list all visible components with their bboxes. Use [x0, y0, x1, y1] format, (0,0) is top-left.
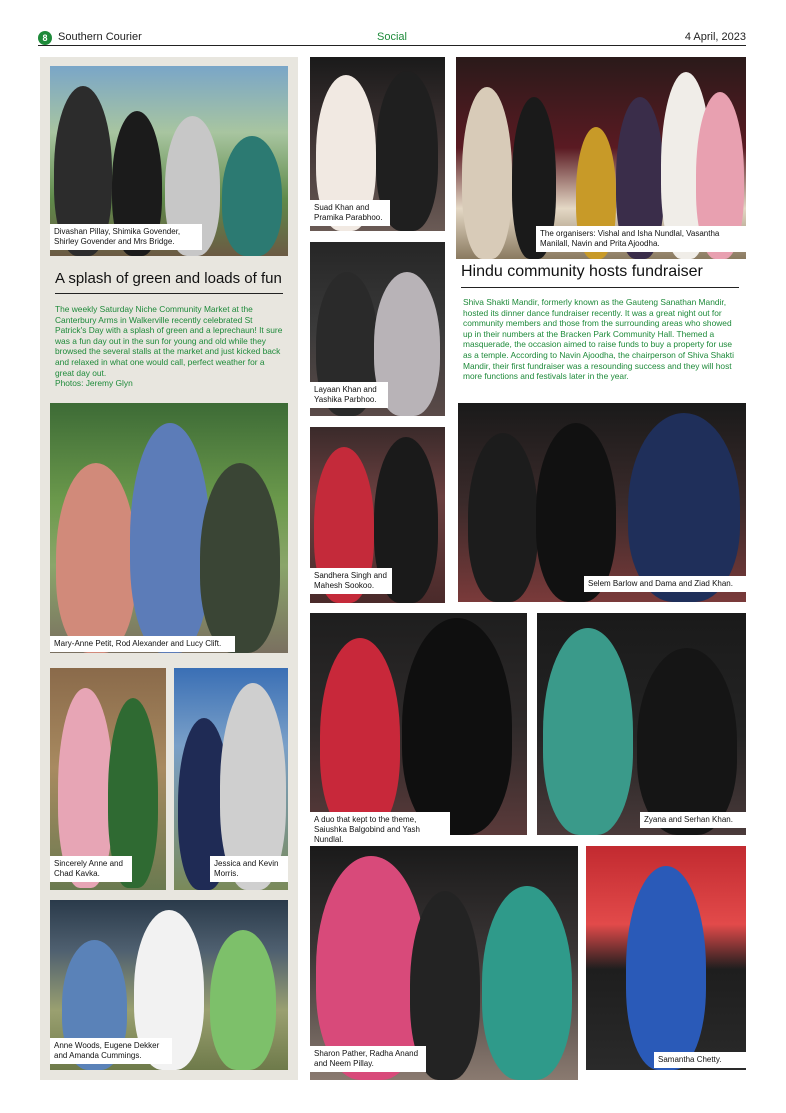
- caption-samantha: Samantha Chetty.: [654, 1052, 746, 1068]
- right-headline: Hindu community hosts fundraiser: [461, 263, 739, 288]
- photo-divashan: [50, 66, 288, 256]
- issue-date: 4 April, 2023: [684, 31, 746, 43]
- caption-sharon: Sharon Pather, Radha Anand and Neem Pillay.: [310, 1046, 426, 1072]
- photo-layaan: [310, 242, 445, 416]
- photo-selem: [458, 403, 746, 602]
- photo-jessica: [174, 668, 288, 890]
- photo-samantha: [586, 846, 746, 1070]
- photo-sharon: [310, 846, 578, 1080]
- caption-duo: A duo that kept to the theme, Saiushka Balgobind and Yash Nundlal.: [310, 812, 450, 848]
- caption-sandhera: Sandhera Singh and Mahesh Sookoo.: [310, 568, 392, 594]
- left-photo-credit: Photos: Jeremy Glyn: [55, 378, 133, 389]
- caption-suad: Suad Khan and Pramika Parabhoo.: [310, 200, 390, 226]
- right-body: Shiva Shakti Mandir, formerly known as the Gauteng Sanathan Mandir, hosted its dinner dance fundraiser recently. It was a great night out for community members and those from the surrounding areas who showed up in their numbers at the Bracken Park Community Hall. Themed a masquerade, the occasion aimed to raise funds to buy a property for use as a temple. According to Navin Ajoodha, the chairperson of Shiva Shakti Mandir, their first fundraiser was a resounding success and they will host more functions and festivals later in the year.: [463, 297, 734, 382]
- left-body-text: The weekly Saturday Niche Community Market at the Canterbury Arms in Walkerville recently celebrated St Patrick's Day with a splash of green and a leprechaun! It sure was a fun day out in the sun for young and old while they browsed the several stalls at the market and just kicked back and relaxed in what one would call, perfect weather for a great day out.: [55, 304, 283, 378]
- caption-zyana: Zyana and Serhan Khan.: [640, 812, 746, 828]
- caption-divashan: Divashan Pillay, Shimika Govender, Shirley Govender and Mrs Bridge.: [50, 224, 202, 250]
- left-headline: A splash of green and loads of fun: [55, 270, 283, 294]
- caption-layaan: Layaan Khan and Yashika Parbhoo.: [310, 382, 388, 408]
- photo-sincerely-anne: [50, 668, 166, 890]
- section-label: Social: [377, 31, 407, 43]
- photo-duo: [310, 613, 527, 844]
- caption-sincerely-anne: Sincerely Anne and Chad Kavka.: [50, 856, 132, 882]
- photo-suad: [310, 57, 445, 231]
- photo-anne-woods: [50, 900, 288, 1070]
- page-header: [38, 30, 746, 46]
- caption-mary-anne: Mary-Anne Petit, Rod Alexander and Lucy Clift.: [50, 636, 235, 652]
- caption-anne-woods: Anne Woods, Eugene Dekker and Amanda Cummings.: [50, 1038, 172, 1064]
- photo-sandhera: [310, 427, 445, 603]
- page-number: 8: [38, 31, 52, 45]
- caption-organisers: The organisers: Vishal and Isha Nundlal, Vasantha Manilall, Navin and Prita Ajoodha.: [536, 226, 746, 252]
- photo-organisers: [456, 57, 746, 259]
- caption-jessica: Jessica and Kevin Morris.: [210, 856, 288, 882]
- photo-zyana: [537, 613, 746, 835]
- left-body: [55, 304, 283, 389]
- caption-selem: Selem Barlow and Dama and Ziad Khan.: [584, 576, 746, 592]
- paper-name: Southern Courier: [58, 31, 142, 43]
- photo-mary-anne: [50, 403, 288, 653]
